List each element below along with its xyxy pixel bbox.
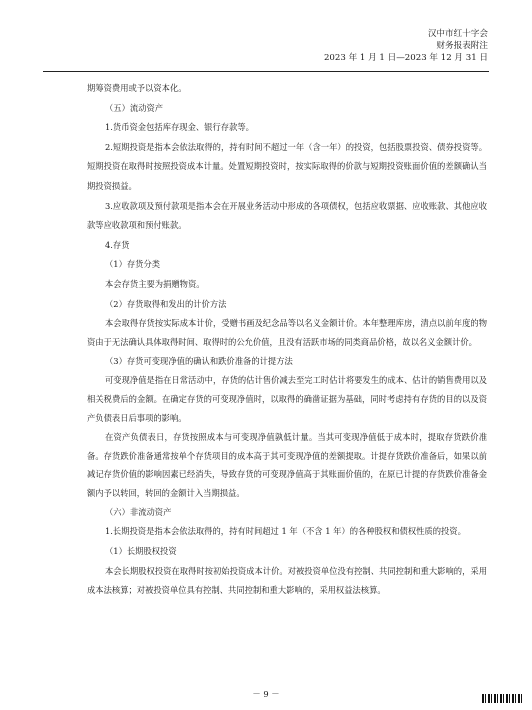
paragraph: 1.长期投资是指本会依法取得的，持有时间超过 1 年（不含 1 年）的各种股权和债权性质的投资。 xyxy=(105,526,466,537)
barcode-stamp xyxy=(482,694,524,703)
header-rule xyxy=(43,71,489,72)
subsection-heading: （1）存货分类 xyxy=(105,259,161,270)
paragraph: 3.应收款项及预付款项是指本会在开展业务活动中形成的各项债权，包括应收票据、应收账款、其他应收款等应收款项和预付账款。 xyxy=(87,200,487,231)
subsection-heading: （3）存货可变现净值的确认和跌价准备的计提方法 xyxy=(105,355,293,366)
paragraph: 2.短期投资是指本会依法取得的，持有时间不超过一年（含一年）的投资，包括股票投资、债券投资等。短期投资在取得时按照投资成本计量。处置短期投资时，按实际取得的价款与短期投资账面价值的差额确认当期投资损益。 xyxy=(87,141,487,191)
paragraph: 本会长期股权投资在取得时按初始投资成本计价。对被投资单位没有控制、共同控制和重大影响的，采用成本法核算；对被投资单位具有控制、共同控制和重大影响的，采用权益法核算。 xyxy=(87,565,487,596)
paragraph: 本会取得存货按实际成本计价，受赠书画及纪念品等以名义金额计价。本年整理库房，清点以前年度的物资由于无法确认具体取得时间、取得时的公允价值，且没有活跃市场的同类商品价格，故以名义金额计价。 xyxy=(87,318,487,347)
paragraph: 在资产负债表日，存货按照成本与可变现净值孰低计量。当其可变现净值低于成本时，提取存货跌价准备。存货跌价准备通常按单个存货项目的成本高于其可变现净值的差额提取。计提存货跌价准备后，如果以前减记存货价值的影响因素已经消失，导致存货的可变现净值高于其账面价值的，在原已计提的存货跌价准备金额内予以转回，转回的金额计入当期损益。 xyxy=(87,431,487,499)
subsection-heading: 4.存货 xyxy=(105,239,130,250)
subsection-heading: （1）长期股权投资 xyxy=(105,546,177,557)
paragraph: 本会存货主要为捐赠物资。 xyxy=(105,278,205,289)
header-period: 2023 年 1 月 1 日—2023 年 12 月 31 日 xyxy=(323,53,488,64)
section-heading: （五）流动资产 xyxy=(105,102,164,113)
page-header xyxy=(324,28,488,65)
page-body xyxy=(87,79,487,601)
paragraph: 1.货币资金包括库存现金、银行存款等。 xyxy=(105,122,254,133)
paragraph: 可变现净值是指在日常活动中，存货的估计售价减去至完工时估计将要发生的成本、估计的销售费用以及相关税费后的金额。在确定存货的可变现净值时，以取得的确凿证据为基础，同时考虑持有存货的目的以及资产负债表日后事项的影响。 xyxy=(87,375,487,423)
paragraph: 期筹资费用或予以资本化。 xyxy=(87,83,187,93)
subsection-heading: （2）存货取得和发出的计价方法 xyxy=(105,298,227,309)
section-heading: （六）非流动资产 xyxy=(105,506,172,517)
header-org: 汉中市红十字会 xyxy=(427,29,488,39)
page-number: － 9 － xyxy=(252,689,280,699)
header-title: 财务报表附注 xyxy=(436,41,488,52)
